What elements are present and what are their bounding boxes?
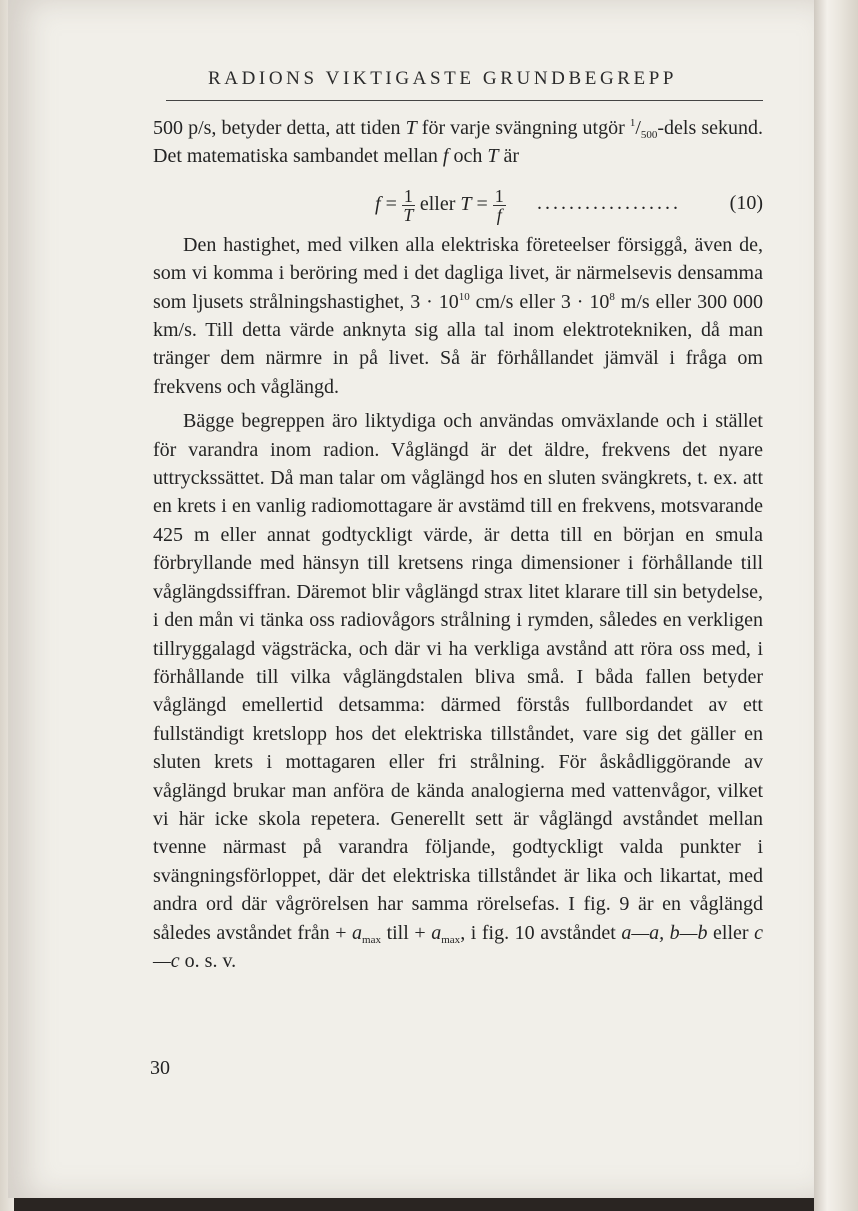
book-page — [8, 0, 814, 1198]
fraction-1-over-f: $\frac{1}{f}$ — [494, 185, 504, 225]
formula-body: f = $\frac{1}{T}$ eller T = $\frac{1}{f}$ — [375, 185, 504, 225]
paragraph-1: 500 p/s, betyder detta, att tiden T för varje svängning utgör $^1/_{500}$-dels sekund. Det matematiska sambandet mellan f och T är — [153, 117, 763, 168]
page-number: 30 — [150, 1057, 170, 1079]
formula-10 — [153, 175, 763, 231]
running-head: RADIONS VIKTIGASTE GRUNDBEGREPP — [208, 68, 678, 89]
paragraph-2: Den hastighet, med vilken alla elektriska företeelser försiggå, även de, som vi komma i beröring med i det dagliga livet, är närmelsevis densamma som ljusets strålningshastighet, $3 \cdot 10^{10}$ cm/s eller $3 \cdot 10^8$ m/s eller 300 000 km/s. Till detta värde anknyta sig alla tal inom elektrotekniken, då man tränger dem närmre in på livet. Så är förhållandet jämväl i fråga om frekvens och våglängd. — [153, 233, 763, 398]
page-edge — [814, 0, 858, 1211]
leader-dots: .................. — [537, 191, 681, 214]
header-rule — [166, 100, 763, 101]
body-text — [153, 114, 763, 975]
equation-number: (10) — [729, 191, 763, 214]
paragraph-3: Bägge begreppen äro liktydiga och användas omväxlande och i stället för varandra inom radion. Våglängd är det äldre, frekvens det nyare uttryckssättet. Då man talar om våglängd hos en sluten svängkrets, t. ex. att en krets i en vanlig radiomottagare är avstämd till en frekvens, motsvarande 425 m eller annat godtyckligt värde, är detta till en början en smula förbryllande med hänsyn till kretsens ringa dimensioner i förhållande till våglängdssiffran. Däremot blir våglängd strax litet klarare till sin betydelse, i den mån vi tänka oss radiovågors strålning i rymden, således en verkligen tillryggalagd vägsträcka, och där vi ha verkliga avstånd att röra oss med, i förhållande till vilka våglängdstalen bliva små. I båda fallen betyder våglängd emellertid detsamma: därmed förstås fullbordandet av ett fullständigt kretslopp hos det elektriska tillståndet, vare sig det gäller en sluten krets i mottagaren eller fri strålning. För åskådliggörande av våglängd brukar man anföra de kända analogierna med vattenvågor, vilket vi här icke skola repetera. Generellt sett är våglängd avståndet mellan tvenne närmast på varandra följande, godtyckligt valda punkter i svängningsförloppet, där det elektriska tillståndet är lika och likartat, med andra ord där vågrörelsen har samma rörelsefas. I fig. 9 är en våglängd således avståndet från + $a_{max}$ till + $a_{max}$, i fig. 10 avståndet a—a, b—b eller c—c o. s. v. — [153, 410, 764, 972]
fraction-1-over-T: $\frac{1}{T}$ — [403, 185, 414, 225]
